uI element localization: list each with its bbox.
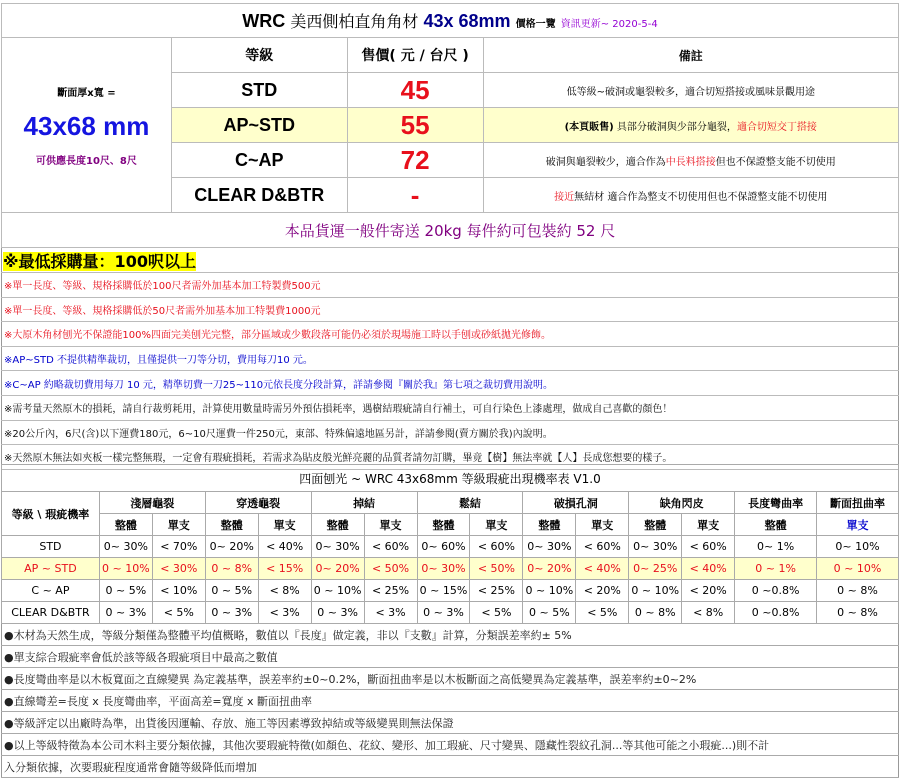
defect-cell: < 50% <box>364 558 417 580</box>
defect-cell: 0~ 30% <box>417 558 470 580</box>
defect-cell: < 30% <box>152 558 205 580</box>
sub-header-whole: 整體 <box>735 514 817 536</box>
defect-grade: C ~ AP <box>2 580 100 602</box>
remark-cell <box>483 143 898 178</box>
defect-table-corner: 等級 \ 瑕疵機率 <box>2 492 100 536</box>
brand: WRC <box>242 11 286 31</box>
defect-grade: STD <box>2 536 100 558</box>
defect-cell: < 60% <box>470 536 523 558</box>
defect-cell: < 60% <box>682 536 735 558</box>
defect-cell: 0~ 30% <box>311 536 364 558</box>
defect-cell: < 25% <box>364 580 417 602</box>
defect-cell: 0 ~ 8% <box>205 558 258 580</box>
remark-text: 具部分破洞與少部分龜裂， <box>613 121 737 133</box>
col-remark-header: 備註 <box>483 38 898 73</box>
sub-header-whole: 整體 <box>417 514 470 536</box>
footnote: 入分類依據，次要瑕疵程度通常會隨等級降低而增加 <box>2 756 899 778</box>
defect-cell: 0 ~ 10% <box>99 558 152 580</box>
footnote: ●長度彎曲率是以木板寬面之直線變異 為定義基準，誤差率約±0~0.2%，斷面扭曲率是以木板斷面之高低變異為定義基準，誤差率約±0~2% <box>2 668 899 690</box>
remark-text-tail: 但也不保證整支能不切使用 <box>715 156 836 168</box>
defect-cell: < 25% <box>470 580 523 602</box>
footnote: ●木材為天然生成，等級分類僅為整體平均值概略，數值以『長度』做定義，非以『支數』計算，分類誤差率約± 5% <box>2 624 899 646</box>
defect-cell: 0 ~ 5% <box>99 580 152 602</box>
defect-grade: CLEAR D&BTR <box>2 602 100 624</box>
defect-cell: < 3% <box>258 602 311 624</box>
defect-row <box>2 580 899 602</box>
defect-cell: 0 ~ 3% <box>417 602 470 624</box>
section-label: 斷面厚x寬 = <box>57 87 116 99</box>
defect-cell: 0~ 30% <box>629 536 682 558</box>
defect-cell: 0 ~ 1% <box>735 558 817 580</box>
defect-cell: < 40% <box>682 558 735 580</box>
defect-cell: 0~ 30% <box>523 536 576 558</box>
footnote: ●單支綜合瑕疵率會低於該等級各瑕疵項目中最高之數值 <box>2 646 899 668</box>
sub-header-single: 單支 <box>152 514 205 536</box>
defect-cell: < 5% <box>152 602 205 624</box>
sub-header-single: 單支 <box>258 514 311 536</box>
defect-cell: < 15% <box>258 558 311 580</box>
rule-item: ※C~AP 約略裁切費用每刀 10 元，精準切費一刀25~110元依長度分段計算，詳請參閱『關於我』第七項之裁切費用說明。 <box>2 371 899 396</box>
defect-group-header: 長度彎曲率 <box>735 492 817 514</box>
footnote: ●直線彎差=長度 x 長度彎曲率，平面高差=寬度 x 斷面扭曲率 <box>2 690 899 712</box>
defect-cell: < 5% <box>576 602 629 624</box>
defect-cell: 0 ~ 10% <box>311 580 364 602</box>
defect-cell: < 40% <box>576 558 629 580</box>
remark-highlight: 接近 <box>554 191 575 203</box>
min-purchase-text: ※最低採購量：100呎以上 <box>3 251 196 271</box>
page-title <box>2 4 899 38</box>
defect-row <box>2 536 899 558</box>
defect-table <box>1 464 899 778</box>
defect-group-header: 破損孔洞 <box>523 492 629 514</box>
defect-cell: < 10% <box>152 580 205 602</box>
defect-cell: 0 ~ 5% <box>523 602 576 624</box>
remark-highlight: 中長料搭接 <box>665 156 716 168</box>
sub-header-single: 單支 <box>364 514 417 536</box>
defect-cell: 0 ~ 10% <box>817 558 899 580</box>
defect-cell: < 20% <box>576 580 629 602</box>
defect-cell: < 20% <box>682 580 735 602</box>
section-size: 43x68 mm <box>23 110 150 141</box>
min-purchase <box>2 248 899 273</box>
defect-cell: 0~ 60% <box>417 536 470 558</box>
update-date: 資訊更新~ 2020-5-4 <box>560 19 658 30</box>
sub-header-single: 單支 <box>576 514 629 536</box>
rule-item: ※大原木角材刨光不保證能100%四面完美刨光完整，部分區域或少數段落可能仍必須於現場施工時以手刨或砂紙拋光修飾。 <box>2 322 899 347</box>
remark-tag: (本頁販售) <box>564 121 614 133</box>
defect-group-header: 缺角閃皮 <box>629 492 735 514</box>
defect-cell: 0 ~ 3% <box>99 602 152 624</box>
defect-cell: 0~ 30% <box>99 536 152 558</box>
defect-cell: < 8% <box>258 580 311 602</box>
grade-cell: AP~STD <box>171 108 347 143</box>
defect-cell: 0 ~ 10% <box>523 580 576 602</box>
remark-text-tail: 無結材 適合作為整支不切使用但也不保證整支能不切使用 <box>574 191 828 203</box>
remark-cell <box>483 73 898 108</box>
grade-cell: CLEAR D&BTR <box>171 178 347 213</box>
section-lengths: 可供應長度10尺、8尺 <box>35 155 137 167</box>
defect-cell: 0 ~ 8% <box>817 602 899 624</box>
sub-header-single: 單支 <box>682 514 735 536</box>
rule-item: ※20公斤內，6尺(含)以下運費180元，6~10尺運費一件250元，東部、特殊偏遠地區另計，詳請參閱(賣方關於我)內說明。 <box>2 420 899 445</box>
price-list-label: 價格一覽 <box>515 19 556 30</box>
defect-cell: 0~ 1% <box>735 536 817 558</box>
defect-cell: 0 ~ 8% <box>817 580 899 602</box>
remark-cell <box>483 108 898 143</box>
defect-cell: 0 ~ 15% <box>417 580 470 602</box>
price-cell: 45 <box>347 73 483 108</box>
defect-cell: 0 ~ 5% <box>205 580 258 602</box>
remark-highlight: 適合切短交丁搭接 <box>736 121 817 133</box>
price-cell: 72 <box>347 143 483 178</box>
defect-cell: < 60% <box>576 536 629 558</box>
grade-cell: C~AP <box>171 143 347 178</box>
defect-group-header: 鬆結 <box>417 492 523 514</box>
defect-cell: 0~ 20% <box>523 558 576 580</box>
remark-text: 破洞與龜裂較少，適合作為 <box>545 156 666 168</box>
rule-item: ※單一長度、等級、規格採購低於50尺者需外加基本加工特製費1000元 <box>2 297 899 322</box>
grade-cell: STD <box>171 73 347 108</box>
defect-cell: < 50% <box>470 558 523 580</box>
defect-cell: 0 ~ 10% <box>629 580 682 602</box>
defect-cell: 0 ~ 3% <box>311 602 364 624</box>
col-price-header: 售價( 元 / 台尺 ) <box>347 38 483 73</box>
defect-cell: 0~ 25% <box>629 558 682 580</box>
defect-cell: 0 ~ 3% <box>205 602 258 624</box>
sub-header-whole: 整體 <box>205 514 258 536</box>
defect-table-title: 四面刨光 ~ WRC 43x68mm 等級瑕疵出現機率表 V1.0 <box>2 465 899 492</box>
product-dims: 43x 68mm <box>423 11 511 31</box>
defect-cell: < 3% <box>364 602 417 624</box>
sub-header-whole: 整體 <box>523 514 576 536</box>
price-table <box>1 3 899 470</box>
sub-header-whole: 整體 <box>99 514 152 536</box>
shipping-info: 本品貨運一般件寄送 20kg 每件約可包裝約 52 尺 <box>2 213 899 248</box>
sub-header-whole: 整體 <box>311 514 364 536</box>
defect-row <box>2 602 899 624</box>
defect-group-header: 掉結 <box>311 492 417 514</box>
defect-cell: 0~ 20% <box>311 558 364 580</box>
sub-header-single: 單支 <box>817 514 899 536</box>
defect-group-header: 淺層龜裂 <box>99 492 205 514</box>
defect-cell: 0 ~0.8% <box>735 580 817 602</box>
footnote: ●以上等級特徵為本公司木料主要分類依據，其他次要瑕疵特徵(如顏色、花紋、變形、加工瑕疵、尺寸變異、隱藏性裂紋孔洞...等其他可能之小瑕疵...)則不計 <box>2 734 899 756</box>
defect-row-selected <box>2 558 899 580</box>
footnote: ●等級評定以出廠時為準，出貨後因運輸、存放、施工等因素導致掉結或等級變異則無法保證 <box>2 712 899 734</box>
rule-item: ※單一長度、等級、規格採購低於100尺者需外加基本加工特製費500元 <box>2 273 899 298</box>
sub-header-whole: 整體 <box>629 514 682 536</box>
rule-item: ※天然原木無法如夾板一樣完整無瑕，一定會有瑕疵損耗，若需求為貼皮般光鮮亮麗的品質者請勿訂購，畢竟【樹】無法率就【人】長成您想要的樣子。 <box>2 445 899 470</box>
price-cell: - <box>347 178 483 213</box>
price-cell: 55 <box>347 108 483 143</box>
defect-cell: < 5% <box>470 602 523 624</box>
remark-text: 低等級~破洞或龜裂較多，適合切短搭接或風味景觀用途 <box>566 86 815 98</box>
defect-cell: 0~ 20% <box>205 536 258 558</box>
defect-cell: 0 ~ 8% <box>629 602 682 624</box>
defect-group-header: 斷面扭曲率 <box>817 492 899 514</box>
defect-cell: 0 ~0.8% <box>735 602 817 624</box>
defect-group-header: 穿透龜裂 <box>205 492 311 514</box>
defect-cell: < 8% <box>682 602 735 624</box>
defect-cell: < 40% <box>258 536 311 558</box>
section-info <box>2 38 172 213</box>
defect-cell: 0~ 10% <box>817 536 899 558</box>
rule-item: ※AP~STD 不提供精準裁切，且僅提供一刀等分切，費用每刀10 元。 <box>2 346 899 371</box>
defect-grade: AP ~ STD <box>2 558 100 580</box>
product-name: 美西側柏直角角材 <box>290 12 419 31</box>
rule-item: ※需考量天然原木的損耗，請自行裁剪耗用，計算使用數量時需另外預估損耗率，遇樹結瑕疵請自行補土，可自行染色上漆處理，做成自己喜歡的顏色！ <box>2 395 899 420</box>
defect-cell: < 70% <box>152 536 205 558</box>
defect-cell: < 60% <box>364 536 417 558</box>
col-grade-header: 等級 <box>171 38 347 73</box>
sub-header-single: 單支 <box>470 514 523 536</box>
remark-cell <box>483 178 898 213</box>
